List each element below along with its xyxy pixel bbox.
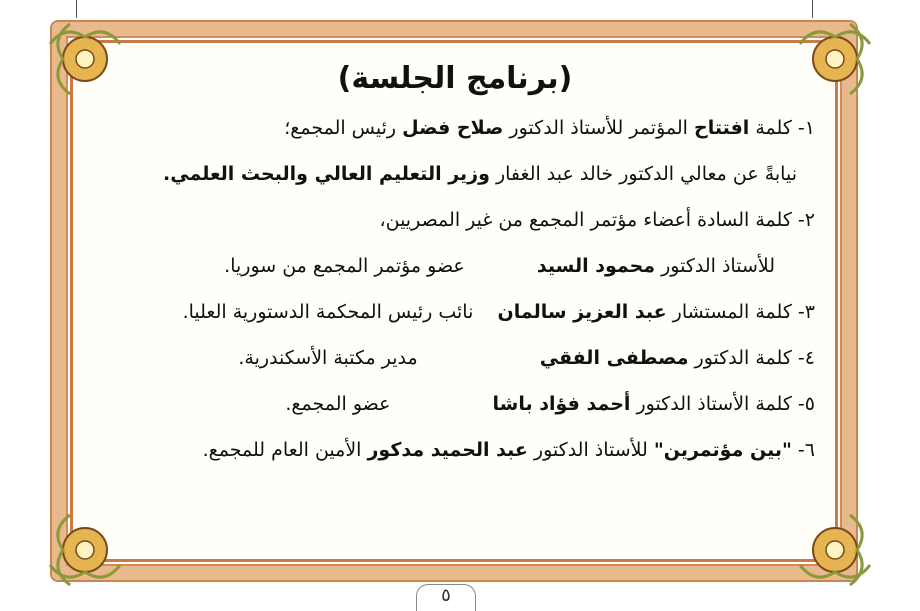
program-item-6: ٦- "بين مؤتمرين" للأستاذ الدكتور عبد الحميد مدكور الأمين العام للمجمع. — [202, 439, 815, 461]
program-item-5: ٥- كلمة الأستاذ الدكتور أحمد فؤاد باشا عضو المجمع. — [285, 393, 815, 415]
program-item-3: ٣- كلمة المستشار عبد العزيز سالمان نائب رئيس المحكمة الدستورية العليا. — [182, 301, 815, 323]
program-content — [95, 55, 815, 535]
program-item-2: ٢- كلمة السادة أعضاء مؤتمر المجمع من غير المصريين، — [379, 209, 815, 231]
program-item-4: ٤- كلمة الدكتور مصطفى الفقي مدير مكتبة الأسكندرية. — [238, 347, 815, 369]
program-item-2-speaker: للأستاذ الدكتور محمود السيد عضو مؤتمر المجمع من سوريا. — [224, 255, 775, 277]
page-title: (برنامج الجلسة) — [337, 61, 573, 96]
program-item-1-continued: نيابةً عن معالي الدكتور خالد عبد الغفار وزير التعليم العالي والبحث العلمي. — [163, 163, 797, 185]
program-item-1: ١- كلمة افتتاح المؤتمر للأستاذ الدكتور صلاح فضل رئيس المجمع؛ — [284, 117, 815, 139]
page-number: ٥ — [416, 584, 476, 611]
